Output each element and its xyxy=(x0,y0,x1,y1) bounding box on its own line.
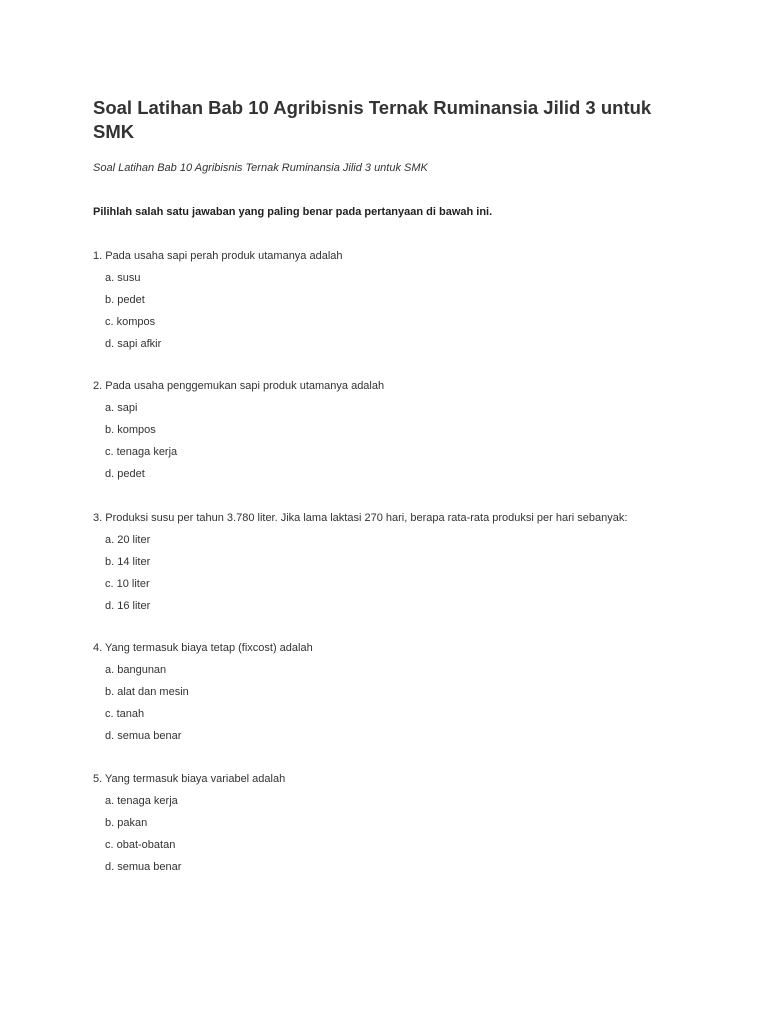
option-b: b. alat dan mesin xyxy=(105,686,189,698)
subtitle: Soal Latihan Bab 10 Agribisnis Ternak Ruminansia Jilid 3 untuk SMK xyxy=(93,162,428,174)
option-b: b. 14 liter xyxy=(105,556,151,568)
option-c: c. tenaga kerja xyxy=(105,446,178,458)
question-3 xyxy=(93,510,713,620)
option-c: c. tanah xyxy=(105,708,145,720)
option-d: d. 16 liter xyxy=(105,600,151,612)
question-text: 5. Yang termasuk biaya variabel adalah xyxy=(93,773,286,785)
option-b: b. pakan xyxy=(105,817,148,829)
option-d: d. sapi afkir xyxy=(105,338,162,350)
page-title: Soal Latihan Bab 10 Agribisnis Ternak Ruminansia Jilid 3 untuk SMK xyxy=(93,97,652,142)
option-d: d. semua benar xyxy=(105,861,182,873)
question-5 xyxy=(93,771,713,881)
option-c: c. 10 liter xyxy=(105,578,150,590)
option-a: a. tenaga kerja xyxy=(105,795,178,807)
question-text: 4. Yang termasuk biaya tetap (fixcost) adalah xyxy=(93,642,313,654)
instruction: Pilihlah salah satu jawaban yang paling benar pada pertanyaan di bawah ini. xyxy=(93,206,493,218)
option-d: d. semua benar xyxy=(105,730,182,742)
question-2 xyxy=(93,378,713,488)
option-c: c. obat-obatan xyxy=(105,839,176,851)
option-c: c. kompos xyxy=(105,316,156,328)
question-text: 1. Pada usaha sapi perah produk utamanya adalah xyxy=(93,250,343,262)
option-a: a. susu xyxy=(105,272,141,284)
option-b: b. pedet xyxy=(105,294,145,306)
option-a: a. 20 liter xyxy=(105,534,151,546)
question-1 xyxy=(93,248,713,358)
option-d: d. pedet xyxy=(105,468,145,480)
question-4 xyxy=(93,640,713,750)
option-a: a. sapi xyxy=(105,402,138,414)
question-text: 3. Produksi susu per tahun 3.780 liter. Jika lama laktasi 270 hari, berapa rata-rata produksi per hari sebanyak: xyxy=(93,512,628,524)
option-b: b. kompos xyxy=(105,424,156,436)
question-text: 2. Pada usaha penggemukan sapi produk utamanya adalah xyxy=(93,380,385,392)
option-a: a. bangunan xyxy=(105,664,167,676)
